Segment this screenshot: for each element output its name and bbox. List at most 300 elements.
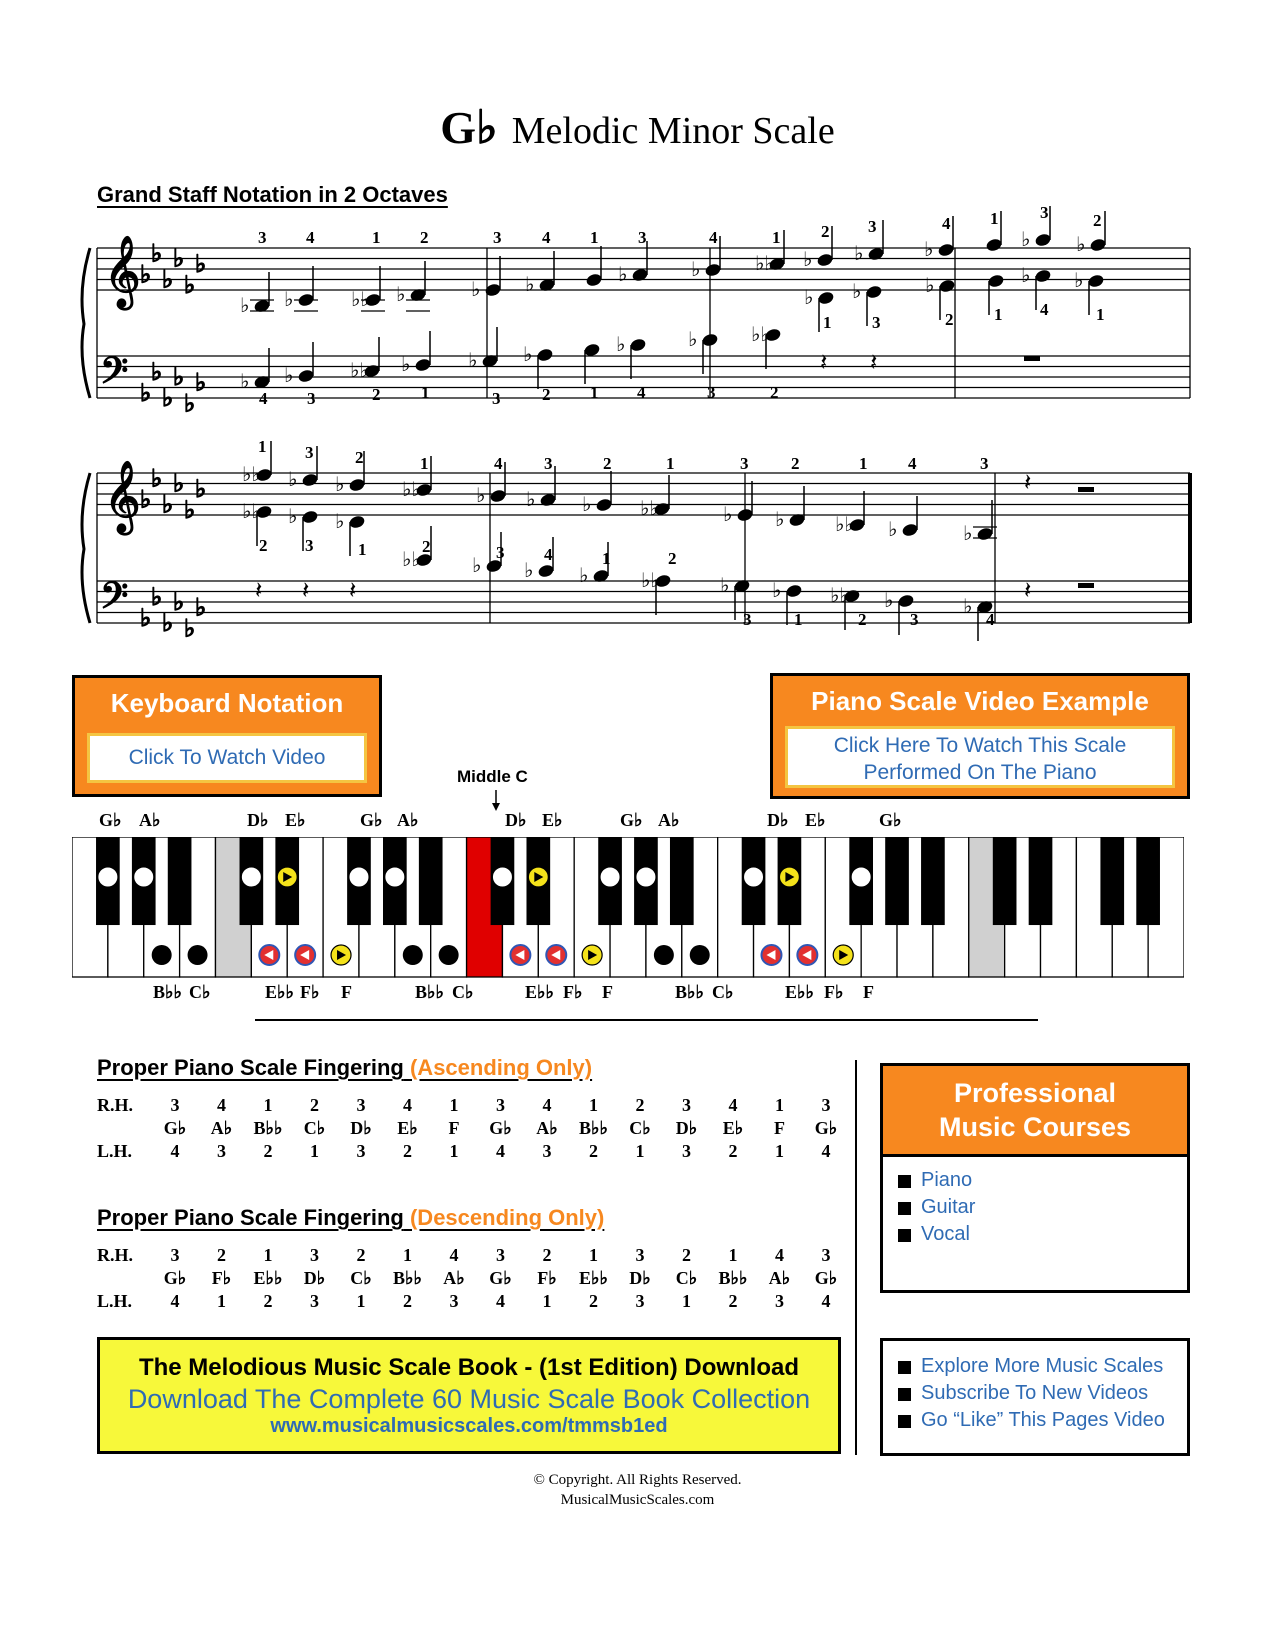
fingering-number: 3: [707, 383, 716, 402]
key-label-bottom: B♭♭: [415, 982, 444, 1002]
scale-note: D♭: [350, 1118, 372, 1138]
ascending-heading: [97, 1055, 592, 1081]
accidental-icon: ♭♭: [640, 496, 659, 520]
video-example-heading: Piano Scale Video Example: [811, 686, 1149, 716]
accidental-icon: ♭: [240, 369, 250, 393]
accidental-icon: ♭: [582, 492, 592, 516]
accidental-icon: ♭♭: [351, 287, 370, 311]
key-flat-icon: ♭: [184, 614, 196, 643]
accidental-icon: ♭: [772, 578, 782, 602]
lh-finger: 2: [589, 1141, 598, 1161]
accidental-icon: ♭: [335, 509, 345, 533]
accidental-icon: ♭: [472, 553, 482, 577]
key-label-top: A♭: [397, 810, 419, 830]
fingering-number: 1: [602, 549, 611, 568]
lh-finger: 4: [496, 1291, 505, 1311]
rh-finger: 4: [728, 1095, 738, 1115]
scale-note: F: [448, 1118, 460, 1138]
scale-dot-icon: [241, 867, 261, 887]
fingering-number: 2: [542, 385, 551, 404]
key-flat-icon: ♭: [151, 357, 163, 386]
scale-dot-icon: [851, 867, 871, 887]
rh-label: R.H.: [97, 1095, 133, 1115]
key-flat-icon: ♭: [162, 384, 174, 412]
scale-note: F♭: [211, 1268, 232, 1288]
scale-note: B♭♭: [579, 1118, 608, 1138]
accidental-icon: ♭♭: [402, 547, 421, 571]
key-flat-icon: ♭: [173, 363, 185, 391]
key-label-top: E♭: [805, 810, 826, 830]
accidental-icon: ♭: [396, 282, 406, 306]
fingering-number: 3: [496, 543, 505, 562]
rh-finger: 1: [728, 1245, 738, 1265]
key-label-top: G♭: [620, 810, 643, 830]
descending-arrow-icon: [295, 945, 315, 965]
fingering-number: 3: [980, 454, 989, 473]
lh-finger: 1: [635, 1141, 645, 1161]
scale-note: G♭: [163, 1118, 187, 1138]
scale-note: A♭: [443, 1268, 465, 1288]
accidental-icon: ♭♭: [242, 499, 261, 523]
key-label-bottom: E♭♭: [525, 982, 554, 1002]
fingering-number: 2: [355, 448, 364, 467]
keyboard-notation-box: [72, 675, 382, 797]
scale-note: E♭: [722, 1118, 744, 1138]
fingering-number: 4: [637, 383, 646, 402]
ascending-qualifier: (Ascending Only): [409, 1055, 593, 1080]
course-guitar-link[interactable]: Guitar: [893, 1194, 1187, 1221]
fingering-number: 1: [772, 228, 781, 247]
black-key: [419, 837, 443, 925]
key-flat-icon: ♭: [195, 249, 207, 278]
ascending-arrow-icon: [528, 867, 548, 887]
scale-note: D♭: [303, 1268, 326, 1288]
key-label-top: A♭: [139, 810, 161, 830]
ascending-arrow-icon: [833, 945, 853, 965]
lh-finger: 2: [263, 1291, 273, 1311]
key-flat-icon: ♭: [173, 469, 185, 498]
key-flat-icon: ♭: [140, 260, 152, 289]
key-label-top: E♭: [542, 810, 563, 830]
lh-label: L.H.: [97, 1141, 133, 1161]
lh-finger: 2: [403, 1291, 412, 1311]
keyboard-notation-heading: Keyboard Notation: [110, 688, 344, 718]
lh-finger: 3: [217, 1141, 226, 1161]
scale-note: A♭: [768, 1268, 791, 1288]
scale-note: E♭: [397, 1118, 418, 1138]
lh-finger: 1: [310, 1141, 319, 1161]
accidental-icon: ♭: [471, 277, 481, 301]
rh-finger: 1: [449, 1095, 459, 1115]
lh-finger: 1: [775, 1141, 784, 1161]
descending-fingering-table: [97, 1245, 837, 1325]
scale-note: G♭: [163, 1268, 187, 1288]
fingering-number: 1: [358, 540, 367, 559]
lh-finger: 2: [728, 1141, 738, 1161]
accidental-icon: ♭: [884, 588, 894, 612]
rh-finger: 3: [496, 1095, 505, 1115]
copyright: [0, 1470, 1275, 1510]
middle-c-label: Middle C: [457, 767, 528, 786]
key-flat-icon: ♭: [184, 495, 196, 524]
rh-finger: 1: [589, 1245, 598, 1265]
fingering-number: 4: [544, 545, 553, 564]
copyright-line2: MusicalMusicScales.com: [560, 1492, 715, 1508]
fingering-number: 4: [1040, 300, 1049, 319]
subscribe-link[interactable]: Subscribe To New Videos: [893, 1380, 1187, 1407]
scale-dot-icon: [385, 867, 405, 887]
scale-note: F: [774, 1118, 785, 1138]
key-label-bottom: B♭♭: [675, 982, 704, 1002]
ascending-arrow-icon: [331, 945, 351, 965]
fingering-number: 2: [603, 454, 612, 473]
fingering-number: 1: [823, 313, 832, 332]
key-label-bottom: E♭♭: [265, 982, 294, 1002]
lh-finger: 3: [775, 1291, 784, 1311]
fingering-number: 4: [542, 228, 551, 247]
accidental-icon: ♭♭: [641, 568, 660, 592]
rh-finger: 2: [542, 1245, 552, 1265]
watch-scale-link-line1: Click Here To Watch This Scale: [833, 734, 1127, 757]
lh-finger: 2: [403, 1141, 412, 1161]
lh-label: L.H.: [97, 1291, 133, 1311]
scale-dot-icon: [654, 945, 674, 965]
key-label-top: D♭: [505, 810, 527, 830]
accidental-icon: ♭: [468, 348, 478, 372]
key-label-top: G♭: [99, 810, 122, 830]
accidental-icon: ♭: [1021, 227, 1031, 251]
key-label-bottom: F♭: [824, 982, 844, 1002]
scale-dot-icon: [690, 945, 710, 965]
rh-finger: 1: [403, 1245, 412, 1265]
key-flat-icon: ♭: [162, 490, 174, 519]
accidental-icon: ♭: [723, 502, 733, 526]
accidental-icon: ♭♭: [751, 322, 770, 346]
fingering-number: 1: [859, 454, 868, 473]
links-list: [893, 1353, 1187, 1434]
lh-finger: 3: [310, 1291, 319, 1311]
descending-arrow-icon: [797, 945, 817, 965]
watch-scale-link-line2: Performed On The Piano: [863, 761, 1097, 784]
scale-note: G♭: [814, 1268, 838, 1288]
fingering-number: 2: [770, 383, 779, 402]
accidental-icon: ♭: [618, 262, 628, 286]
scale-note: G♭: [489, 1268, 512, 1288]
fingering-number: 1: [258, 437, 267, 456]
quarter-rest-icon: 𝄽: [302, 576, 310, 604]
fingering-number: 1: [372, 228, 381, 247]
lh-finger: 1: [217, 1291, 226, 1311]
bass-clef-icon: 𝄢: [100, 575, 129, 626]
scale-note: D♭: [629, 1268, 651, 1288]
fingering-number: 3: [492, 389, 501, 408]
black-key: [1029, 837, 1053, 925]
scale-note: C♭: [675, 1268, 698, 1288]
fingering-number: 3: [868, 217, 877, 236]
links-box: [880, 1338, 1190, 1456]
scale-note: D♭: [675, 1118, 698, 1138]
scale-note: B♭♭: [718, 1268, 748, 1288]
course-vocal-link[interactable]: Vocal: [893, 1221, 1187, 1248]
accidental-icon: ♭: [335, 472, 345, 496]
scale-note: A♭: [536, 1118, 558, 1138]
rh-finger: 1: [775, 1095, 784, 1115]
half-rest-icon: [1024, 356, 1040, 361]
fingering-number: 1: [990, 209, 999, 228]
scale-dot-icon: [134, 867, 154, 887]
key-flat-icon: ♭: [162, 265, 174, 294]
key-flat-icon: ♭: [162, 609, 174, 637]
fingering-number: 2: [858, 610, 867, 629]
black-key: [993, 837, 1017, 925]
key-label-top: E♭: [285, 810, 306, 830]
quarter-rest-icon: 𝄽: [1024, 468, 1032, 496]
rh-finger: 2: [356, 1245, 366, 1265]
fingering-number: 3: [493, 228, 502, 247]
rh-finger: 2: [635, 1095, 645, 1115]
accidental-icon: ♭: [476, 483, 486, 507]
key-label-bottom: C♭: [712, 982, 734, 1002]
column-divider: [855, 1060, 857, 1455]
scale-dot-icon: [492, 867, 512, 887]
rh-finger: 3: [682, 1095, 691, 1115]
rh-finger: 1: [263, 1245, 273, 1265]
lh-finger: 4: [496, 1141, 505, 1161]
fingering-number: 3: [307, 389, 316, 408]
accidental-icon: ♭: [688, 327, 698, 351]
book-download-box: [97, 1337, 841, 1454]
descending-arrow-icon: [546, 945, 566, 965]
scale-dot-icon: [600, 867, 620, 887]
piano-keyboard: [72, 837, 1184, 979]
scale-dot-icon: [636, 867, 656, 887]
half-rest-icon: [1078, 487, 1094, 492]
grand-staff-notation: [0, 0, 1275, 660]
rh-finger: 4: [542, 1095, 552, 1115]
key-flat-icon: ♭: [140, 603, 152, 632]
quarter-rest-icon: 𝄽: [255, 576, 263, 604]
scale-note: G♭: [489, 1118, 512, 1138]
scale-note: C♭: [629, 1118, 651, 1138]
quarter-rest-icon: 𝄽: [870, 348, 878, 376]
accidental-icon: ♭: [1021, 263, 1031, 287]
accidental-icon: ♭: [401, 352, 411, 376]
descending-arrow-icon: [259, 945, 279, 965]
fingering-number: 4: [306, 228, 315, 247]
treble-clef-icon: 𝄞: [104, 459, 141, 532]
fingering-number: 2: [372, 385, 381, 404]
rh-finger: 4: [775, 1245, 784, 1265]
rh-finger: 2: [310, 1095, 319, 1115]
lh-finger: 3: [356, 1141, 366, 1161]
fingering-number: 1: [590, 383, 599, 402]
divider: [255, 1019, 1038, 1021]
accidental-icon: ♭: [925, 273, 935, 297]
fingering-number: 2: [945, 310, 954, 329]
key-label-bottom: C♭: [452, 982, 474, 1002]
accidental-icon: ♭: [524, 558, 534, 582]
fingering-number: 4: [942, 214, 951, 233]
fingering-number: 3: [544, 454, 553, 473]
ascending-fingering-table: [97, 1095, 837, 1175]
descending-heading: [97, 1205, 604, 1231]
courses-list: [883, 1157, 1187, 1248]
accidental-icon: ♭: [288, 504, 298, 528]
fingering-number: 2: [1093, 211, 1102, 230]
scale-dot-icon: [349, 867, 369, 887]
fingering-number: 4: [908, 454, 917, 473]
accidental-icon: ♭: [963, 521, 973, 545]
black-key: [921, 837, 945, 925]
watch-scale-link[interactable]: [785, 726, 1175, 788]
scale-dot-icon: [188, 945, 208, 965]
accidental-icon: ♭: [616, 332, 626, 356]
accidental-icon: ♭♭: [835, 512, 854, 536]
rh-finger: 4: [217, 1095, 226, 1115]
key-flat-icon: ♭: [184, 389, 196, 418]
brace: [82, 248, 90, 398]
scale-note: F♭: [537, 1268, 557, 1288]
fingering-number: 1: [1096, 305, 1105, 324]
scale-dot-icon: [98, 867, 118, 887]
courses-heading-line2: Music Courses: [938, 1112, 1132, 1142]
key-label-top: D♭: [247, 810, 269, 830]
rh-finger: 3: [821, 1095, 831, 1115]
treble-clef-icon: 𝄞: [104, 234, 141, 307]
fingering-number: 4: [986, 610, 995, 629]
key-label-bottom: C♭: [189, 982, 211, 1002]
fingering-number: 3: [1040, 203, 1049, 222]
key-flat-icon: ♭: [140, 378, 152, 407]
fingering-number: 3: [305, 536, 314, 555]
key-label-bottom: B♭♭: [153, 982, 182, 1002]
courses-heading-line1: Professional: [953, 1078, 1117, 1108]
book-collection-link[interactable]: Download The Complete 60 Music Scale Book Collection: [127, 1384, 811, 1414]
scale-dot-icon: [439, 945, 459, 965]
fingering-number: 2: [821, 222, 830, 241]
fingering-number: 3: [910, 610, 919, 629]
title-key: G♭: [440, 102, 498, 153]
accidental-icon: ♭♭: [755, 251, 774, 275]
rh-label: R.H.: [97, 1245, 133, 1265]
accidental-icon: ♭: [854, 241, 864, 265]
lh-finger: 3: [635, 1291, 645, 1311]
like-video-link[interactable]: Go “Like” This Pages Video: [893, 1407, 1187, 1434]
accidental-icon: ♭♭: [242, 462, 261, 486]
bass-clef-icon: 𝄢: [100, 350, 129, 401]
key-label-bottom: F: [602, 982, 613, 1002]
accidental-icon: ♭: [284, 287, 294, 311]
fingering-number: 3: [305, 443, 314, 462]
rh-finger: 2: [682, 1245, 691, 1265]
accidental-icon: ♭: [1076, 232, 1086, 256]
lh-finger: 2: [728, 1291, 738, 1311]
key-flat-icon: ♭: [184, 270, 196, 299]
key-flat-icon: ♭: [195, 368, 207, 397]
accidental-icon: ♭: [888, 517, 898, 541]
key-label-top: G♭: [879, 810, 902, 830]
title-text: Melodic Minor Scale: [511, 110, 835, 152]
rh-finger: 3: [170, 1245, 180, 1265]
fingering-number: 1: [994, 305, 1003, 324]
accidental-icon: ♭: [775, 507, 785, 531]
scale-dot-icon: [744, 867, 764, 887]
accidental-icon: ♭♭: [402, 477, 421, 501]
half-rest-icon: [1078, 583, 1094, 588]
accidental-icon: ♭: [963, 594, 973, 618]
scale-note: E♭♭: [579, 1268, 608, 1288]
ascending-arrow-icon: [277, 867, 297, 887]
ascending-arrow-icon: [779, 867, 799, 887]
fingering-number: 4: [709, 228, 718, 247]
accidental-icon: ♭: [284, 363, 294, 387]
rh-finger: 4: [403, 1095, 412, 1115]
fingering-number: 1: [590, 228, 599, 247]
accidental-icon: ♭: [924, 237, 934, 261]
fingering-number: 3: [872, 313, 881, 332]
course-piano-link[interactable]: Piano: [893, 1167, 1187, 1194]
lh-finger: 3: [682, 1141, 691, 1161]
lh-finger: 4: [821, 1141, 831, 1161]
lh-finger: 2: [263, 1141, 273, 1161]
accidental-icon: ♭: [803, 247, 813, 271]
key-label-top: D♭: [767, 810, 789, 830]
lh-finger: 1: [356, 1291, 366, 1311]
scale-note: C♭: [303, 1118, 326, 1138]
book-title[interactable]: The Melodious Music Scale Book - (1st Edition) Download: [138, 1354, 800, 1381]
lh-finger: 4: [821, 1291, 831, 1311]
fingering-number: 2: [668, 549, 677, 568]
copyright-line1: © Copyright. All Rights Reserved.: [533, 1472, 742, 1488]
lh-finger: 4: [170, 1291, 180, 1311]
explore-scales-link[interactable]: Explore More Music Scales: [893, 1353, 1187, 1380]
lh-finger: 3: [449, 1291, 459, 1311]
key-label-bottom: F♭: [300, 982, 320, 1002]
scale-dot-icon: [152, 945, 172, 965]
accidental-icon: ♭: [525, 272, 535, 296]
rh-finger: 3: [496, 1245, 505, 1265]
key-label-bottom: F: [863, 982, 874, 1002]
fingering-number: 3: [740, 454, 749, 473]
rh-finger: 3: [635, 1245, 645, 1265]
descending-arrow-icon: [510, 945, 530, 965]
descending-qualifier: (Descending Only): [409, 1205, 605, 1230]
book-url-link[interactable]: www.musicalmusicscales.com/tmmsb1ed: [270, 1415, 668, 1437]
accidental-icon: ♭: [852, 279, 862, 303]
scale-note: B♭♭: [393, 1268, 422, 1288]
rh-finger: 3: [356, 1095, 366, 1115]
fingering-number: 3: [638, 228, 647, 247]
fingering-number: 3: [743, 610, 752, 629]
rh-finger: 3: [170, 1095, 180, 1115]
accidental-icon: ♭: [523, 342, 533, 366]
rh-finger: 2: [217, 1245, 226, 1265]
black-key: [168, 837, 192, 925]
scale-note: A♭: [210, 1118, 233, 1138]
accidental-icon: ♭: [240, 293, 250, 317]
fingering-number: 1: [666, 454, 675, 473]
key-label-bottom: E♭♭: [785, 982, 814, 1002]
fingering-number: 4: [259, 389, 268, 408]
black-key: [1136, 837, 1160, 925]
scale-note: G♭: [814, 1118, 838, 1138]
watch-video-link[interactable]: Click To Watch Video: [87, 733, 367, 783]
accidental-icon: ♭: [691, 257, 701, 281]
key-flat-icon: ♭: [151, 239, 163, 268]
fingering-number: 2: [422, 537, 431, 556]
rh-finger: 3: [821, 1245, 831, 1265]
professional-courses-box: [880, 1063, 1190, 1293]
